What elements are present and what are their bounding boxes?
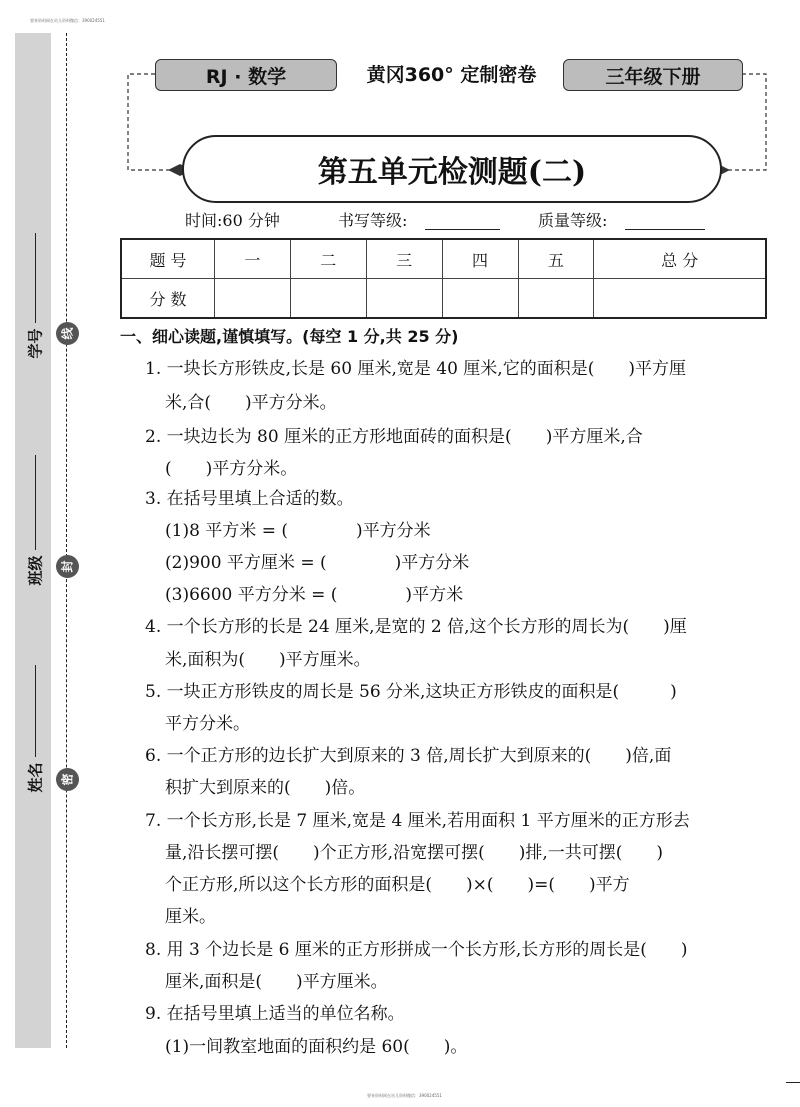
exam-time: 时间:60 分钟 — [185, 211, 280, 230]
score-cell[interactable] — [442, 279, 518, 319]
binding-marker-secret: 密 — [56, 768, 79, 791]
table-header-cell: 三 — [366, 239, 442, 279]
class-field — [22, 455, 48, 591]
table-header-cell: 五 — [518, 239, 594, 279]
exam-title-box — [182, 135, 722, 203]
student-id-underline — [35, 233, 36, 323]
question-line: (2)900 平方厘米 = ( )平方分米 — [165, 553, 470, 573]
table-header-cell: 总 分 — [594, 239, 766, 279]
question-line: (1)8 平方米 = ( )平方分米 — [165, 521, 431, 541]
score-table-header-row — [121, 239, 766, 279]
score-cell[interactable] — [518, 279, 594, 319]
score-row-label: 分 数 — [121, 279, 215, 319]
student-id-label: 学号 — [26, 328, 45, 359]
question-line: (1)一间教室地面的面积约是 60( )。 — [165, 1037, 468, 1057]
bottom-note: 要来资料网在站儿资料微信：390024551 — [367, 1093, 442, 1098]
question-line: 5. 一块正方形铁皮的周长是 56 分米,这块正方形铁皮的面积是( ) — [145, 682, 677, 702]
table-header-cell: 四 — [442, 239, 518, 279]
section-heading: 一、细心读题,谨慎填写。(每空 1 分,共 25 分) — [120, 327, 459, 346]
question-line: 厘米,面积是( )平方厘米。 — [165, 972, 388, 992]
score-cell[interactable] — [366, 279, 442, 319]
subject-tag-text: RJ · 数学 — [205, 65, 287, 88]
writing-grade-label: 书写等级: — [338, 211, 408, 230]
score-cell[interactable] — [290, 279, 366, 319]
class-label: 班级 — [26, 555, 45, 586]
question-line: ( )平方分米。 — [165, 459, 298, 479]
table-header-cell: 题 号 — [121, 239, 215, 279]
student-id-field — [22, 233, 48, 364]
subject-tag — [155, 59, 337, 91]
question-line: 4. 一个长方形的长是 24 厘米,是宽的 2 倍,这个长方形的周长为( )厘 — [145, 617, 687, 637]
question-line: 米,合( )平方分米。 — [165, 393, 337, 413]
question-line: 个正方形,所以这个长方形的面积是( )×( )=( )平方 — [165, 875, 630, 895]
table-header-cell: 二 — [290, 239, 366, 279]
question-line: 7. 一个长方形,长是 7 厘米,宽是 4 厘米,若用面积 1 平方厘米的正方形去 — [145, 811, 690, 831]
question-line: 8. 用 3 个边长是 6 厘米的正方形拼成一个长方形,长方形的周长是( ) — [145, 940, 688, 960]
question-line: 2. 一块边长为 80 厘米的正方形地面砖的面积是( )平方厘米,合 — [145, 427, 643, 447]
question-line: 6. 一个正方形的边长扩大到原来的 3 倍,周长扩大到原来的( )倍,面 — [145, 746, 672, 766]
score-table-score-row — [121, 279, 766, 319]
quality-grade-blank[interactable] — [625, 229, 705, 230]
binding-marker-line: 线 — [56, 322, 79, 345]
name-underline — [35, 665, 36, 757]
binding-marker-seal: 封 — [56, 555, 79, 578]
question-line: 3. 在括号里填上合适的数。 — [145, 489, 354, 509]
name-label: 姓名 — [26, 762, 45, 793]
question-line: 厘米。 — [165, 907, 216, 927]
question-line: 米,面积为( )平方厘米。 — [165, 650, 371, 670]
table-header-cell: 一 — [215, 239, 291, 279]
quality-grade-label: 质量等级: — [538, 211, 608, 230]
page-edge-mark — [786, 1082, 800, 1083]
name-field — [22, 665, 48, 798]
score-cell[interactable] — [215, 279, 291, 319]
question-line: (3)6600 平方分米 = ( )平方米 — [165, 585, 464, 605]
question-line: 积扩大到原来的( )倍。 — [165, 778, 366, 798]
grade-tag-text: 三年级下册 — [605, 65, 701, 88]
question-line: 9. 在括号里填上适当的单位名称。 — [145, 1004, 405, 1024]
question-line: 1. 一块长方形铁皮,长是 60 厘米,宽是 40 厘米,它的面积是( )平方厘 — [145, 359, 686, 379]
question-line: 量,沿长摆可摆( )个正方形,沿宽摆可摆( )排,一共可摆( ) — [165, 843, 664, 863]
exam-title: 第五单元检测题(二) — [317, 155, 587, 190]
writing-grade-blank[interactable] — [425, 229, 500, 230]
class-underline — [35, 455, 36, 550]
brand-title: 黄冈360° 定制密卷 — [366, 64, 537, 86]
score-table — [120, 238, 767, 319]
grade-tag — [563, 59, 743, 91]
top-note: 要来资料网在站儿资料微信：390024551 — [30, 18, 105, 23]
score-cell[interactable] — [594, 279, 766, 319]
question-line: 平方分米。 — [165, 714, 250, 734]
